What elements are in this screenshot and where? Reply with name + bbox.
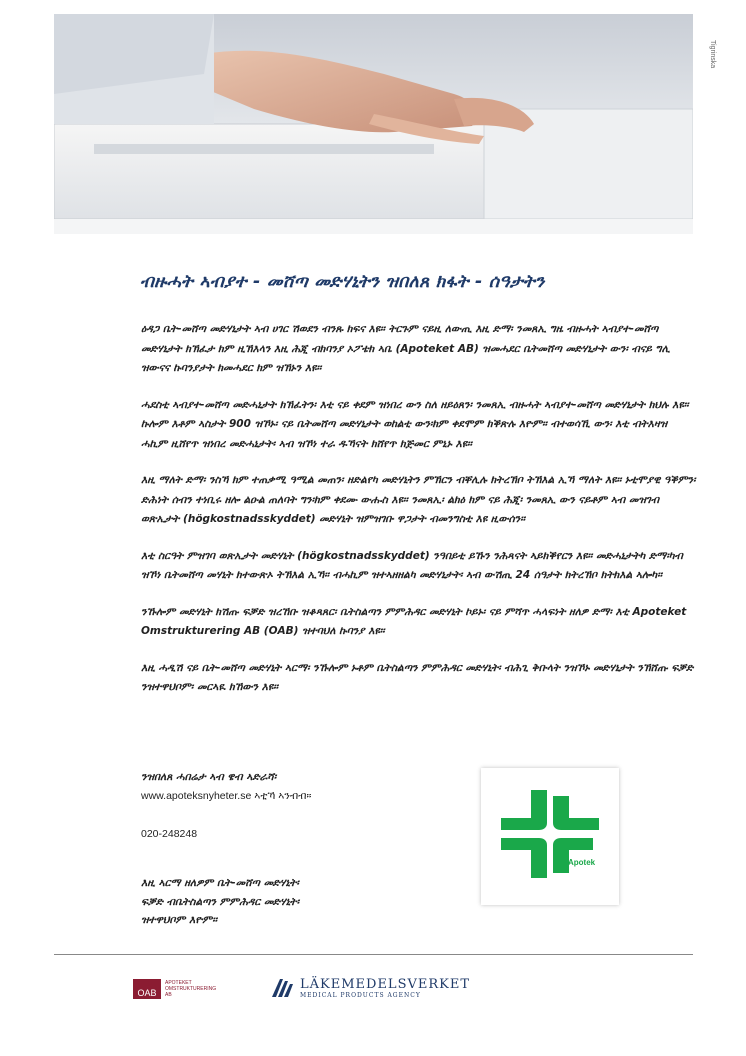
logo-explanation-line: ዝተዋህቦም እዮም። [141,914,218,926]
oab-logo [133,979,225,999]
paragraph: ሓደስቲ ኣብያተ-መሸጣ መድሓኒታት ክኽፈትን፡ እቲ ናይ ቀደም ዝነበረ ውን ስለ ዘይዕጸን፡ ንመጸኢ ብዙሓት ኣብያተ-መሸጣ መድሃኒታት ክህሉ እዩ። ኩሎም እቶም ኣስታት 900 ዝኾኑ፡ ናይ ቤትመሸጣ መድሃኒታት ወከልቲ ውን፡ክም ቀደሞም ክቕጽሉ እዮም። ብተወሳኺ ውን፡ እቲ ብትእዛዝ ሓኪም ዚሸየጥ ዝነበረ መድሓኒታት፡ ኣብ ዝኾነ ተራ ዱኻናት ክሸየጥ ክጅመር ምኒኑ እዩ። [141,398,689,450]
paragraph: ንኹሎም መድሃኒት ክሽጡ ፍቓድ ዝረኸቡ ዝቆጻጸር፡ ቤትስልጣን ምምሕዳር መድሃኒት ኮይኑ፡ ናይ ምሻጥ ሓላፍነት ዘለዎ ድማ፡ እቲ Apoteket Omstrukturering AB (OAB) ዝተባህለ ኩባንያ እዩ። [141,605,687,637]
footer-divider [54,954,693,955]
apotek-logo-text: Apotek [568,858,596,867]
oab-text-line: OMSTRUKTURERING [165,986,217,992]
oab-text-line: AB [165,992,172,998]
oab-text-line: APOTEKET [165,980,192,986]
paragraph: እቲ ስርዓት ምዝገባ ወጽኢታት መድሃኒት (högkostnadsskyddet) ንዓበይቲ ይኹን ንሕጻናት ኣይክቕየርን እዩ። መድሓኒታትካ ድማ፡ካብ ዝኾነ ቤትመሸጣ መሃኒት ክተውጽኦ ትኽእል ኢኻ። ብሓኪም ዝተኣዘዘልካ መድሃኒታት፡ ኣብ ውሽጢ 24 ሰዓታት ክትረኽቦ ክትክእል ኣሎካ። [141,549,683,581]
oab-logo-mark: OAB [133,979,161,999]
contact-intro: ንዝበለጸ ሓበሬታ ኣብ ዌብ ኣድራሻ፡ [141,771,277,783]
oab-logo-text [165,980,225,998]
lakemedelsverket-title: LÄKEMEDELSVERKET [300,976,471,992]
website-link[interactable]: www.apoteksnyheter.se ኣቲኻ ኣንብብ። [141,790,312,802]
lakemedelsverket-logo [270,977,470,999]
lakemedelsverket-subtitle: MEDICAL PRODUCTS AGENCY [300,991,421,999]
paragraph: እዚ ማለት ድማ፡ ንስኻ ክም ተጠቃሚ ዓሚል መጠን፡ ዘድልየካ መድሃኒትን ምኽርን ብቐሊሉ ክትረኽቦ ትኽእል ኢኻ ማለት እዩ። ኑቲሞያዊ ዓቕምን፡ ድሕነት ሰብን ተነቢሩ ዘሎ ልዑል ጠለባት ግን፡ክም ቀደሙ ውሑስ እዩ። ንመጸኢ፡ ልክዕ ክም ናይ ሕጂ፡ ንመጸኢ ውን ናይቶም ኣብ መዝገብ ወጽኢታት (högkostnadsskyddet) መድሃኒት ዝምዝገቡ ዋጋታት ብመንግስቲ እዩ ዚውሰን። [141,474,696,525]
language-label: Tigrinska [709,40,716,69]
contact-info [141,768,471,844]
logo-explanation [141,874,471,930]
lakemedelsverket-emblem-icon [270,977,294,999]
phone-number: 020-248248 [141,828,198,840]
logo-explanation-line: ፍቓድ ብቤትስልጣን ምምሕዳር መድሃኒት፡ [141,895,300,908]
page-title: ብዙሓት ኣብያተ - መሸጣ መድሃኒትን ዝበለጸ ክፋት - ሰዓታትን [140,272,545,292]
hero-photo-pharmacy-drawer [54,14,693,234]
logo-explanation-line: እዚ ኣርማ ዘለዎም ቤት-መሸጣ መድሃኒት፡ [141,877,299,889]
paragraph: እዚ ሓዲሽ ናይ ቤት-መሸጣ መድሃኒት ኣርማ፡ ንኹሎም ኑቶም ቤትስልጣን ምምሕዳር መድሃኒት፡ ብሕጊ ቅቡላት ንዝኾኑ መድሃኒታት ንኽሸጡ ፍቓድ ንዝተዋህቦም፡ መርኣዪ ክኸውን እዩ። [141,661,694,693]
body-text [141,320,696,715]
paragraph: ዕዳጋ ቤት-መሸጣ መድሃኒታት ኣብ ሀገር ሽወደን ብንጹ ክፍና እዩ። ትርጉም ናይዚ ለውጢ እዚ ድማ፡ ንመጸኢ ግዜ ብዙሓት ኣብያተ-መሸጣ መድሃኒታት ክኽፈታ ክም ዚኽእላን እዚ ሕጂ ብክባንያ ኦፖቴክ ኣቤ (Apoteket AB) ዝመሓደር ቤትመሸጣ መድሃኒታት ውን፡ ብናይ ግሊ ዝውናና ኩባንያታት ክመሓደር ክም ዝኽኑን እዩ። [141,323,670,374]
apotek-logo [481,768,619,905]
